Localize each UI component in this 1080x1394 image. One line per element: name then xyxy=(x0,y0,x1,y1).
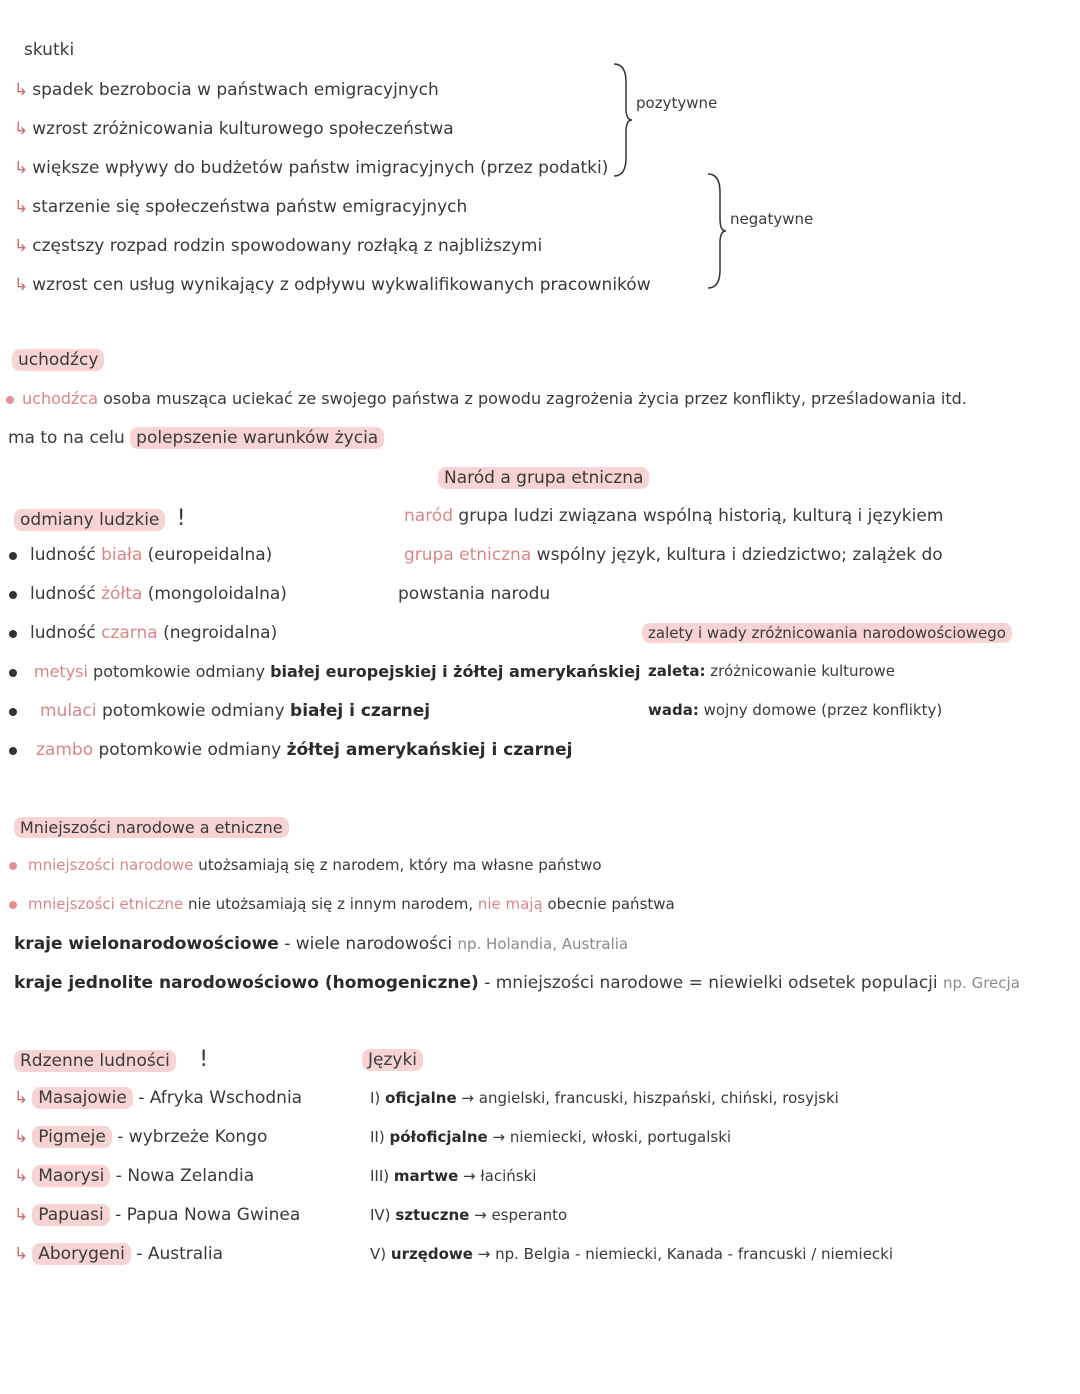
list-item: zambo potomkowie odmiany żółtej amerykańskiej i czarnej xyxy=(36,740,573,760)
list-item: ↳ wzrost cen usług wynikający z odpływu wykwalifikowanych pracowników xyxy=(14,275,651,295)
arrow-icon: → xyxy=(461,1089,474,1107)
ethnic-group-definition: grupa etniczna wspólny język, kultura i dziedzictwo; zalążek do xyxy=(404,545,943,565)
effects-title: skutki xyxy=(24,40,75,60)
list-item: ↳ Papuasi - Papua Nowa Gwinea xyxy=(14,1205,301,1225)
list-item: ↳ Masajowie - Afryka Wschodnia xyxy=(14,1088,303,1108)
languages-title: Języki xyxy=(362,1049,423,1071)
list-item: ↳ Pigmeje - wybrzeże Kongo xyxy=(14,1127,268,1147)
arrow-icon: ↳ xyxy=(14,1088,29,1108)
pro-text: zaleta: zróżnicowanie kulturowe xyxy=(648,662,896,680)
varieties-header: odmiany ludzkie ! xyxy=(14,506,186,531)
arrow-icon: ↳ xyxy=(14,1127,29,1147)
bullet-icon xyxy=(9,901,17,909)
arrow-icon: ↳ xyxy=(14,1244,29,1264)
arrow-icon: ↳ xyxy=(14,158,29,178)
positive-brace-icon xyxy=(612,62,632,178)
bullet-icon xyxy=(9,669,17,677)
arrow-icon: ↳ xyxy=(14,80,29,100)
list-item: ↳ większe wpływy do budżetów państw imigracyjnych (przez podatki) xyxy=(14,158,609,178)
arrow-icon: → xyxy=(492,1128,506,1146)
arrow-icon: → xyxy=(474,1206,487,1224)
bullet-icon xyxy=(9,591,17,599)
list-item: IV) sztuczne → esperanto xyxy=(370,1206,568,1224)
list-item: ↳ Maorysi - Nowa Zelandia xyxy=(14,1166,255,1186)
list-item: ludność biała (europeidalna) xyxy=(30,545,273,565)
list-item: metysi potomkowie odmiany białej europejskiej i żółtej amerykańskiej xyxy=(34,662,641,681)
bullet-icon xyxy=(6,396,14,404)
list-item: ludność żółta (mongoloidalna) xyxy=(30,584,287,604)
minorities-title: Mniejszości narodowe a etniczne xyxy=(14,817,289,838)
ethnic-minorities: mniejszości etniczne nie utożsamiają się z innym narodem, nie mają obecnie państwa xyxy=(28,895,675,913)
refugee-definition: uchodźca osoba musząca uciekać ze swojego państwa z powodu zagrożenia życia przez konflikty, prześladowania itd. xyxy=(22,389,967,408)
arrow-icon: ↳ xyxy=(14,1205,29,1225)
ethnic-group-definition-cont: powstania narodu xyxy=(398,584,551,604)
nation-definition: naród grupa ludzi związana wspólną historią, kulturą i językiem xyxy=(404,506,944,526)
list-item: ↳ starzenie się społeczeństwa państw emigracyjnych xyxy=(14,197,468,217)
con-text: wada: wojny domowe (przez konflikty) xyxy=(648,701,943,719)
list-item: ↳ Aborygeni - Australia xyxy=(14,1244,224,1264)
multinational-countries: kraje wielonarodowościowe - wiele narodowości np. Holandia, Australia xyxy=(14,934,629,954)
pros-cons-title: zalety i wady zróżnicowania narodowościowego xyxy=(642,623,1012,643)
list-item: I) oficjalne → angielski, francuski, hiszpański, chiński, rosyjski xyxy=(370,1089,839,1107)
list-item: ↳ wzrost zróżnicowania kulturowego społeczeństwa xyxy=(14,119,454,139)
arrow-icon: ↳ xyxy=(14,197,29,217)
refugee-goal: ma to na celu polepszenie warunków życia xyxy=(8,428,384,448)
list-item: mulaci potomkowie odmiany białej i czarnej xyxy=(40,701,431,721)
indigenous-header: Rdzenne ludności ! xyxy=(14,1047,208,1072)
refugees-title: uchodźcy xyxy=(12,349,104,371)
list-item: ↳ częstszy rozpad rodzin spowodowany rozłąką z najbliższymi xyxy=(14,236,543,256)
negative-brace-icon xyxy=(706,172,726,290)
negative-label: negatywne xyxy=(730,210,814,228)
homogeneous-countries: kraje jednolite narodowościowo (homogeniczne) - mniejszości narodowe = niewielki odsetek populacji np. Grecja xyxy=(14,973,1020,993)
list-item: V) urzędowe → np. Belgia - niemiecki, Kanada - francuski / niemiecki xyxy=(370,1245,894,1263)
positive-label: pozytywne xyxy=(636,94,718,112)
list-item: II) półoficjalne → niemiecki, włoski, portugalski xyxy=(370,1128,732,1146)
list-item: ↳ spadek bezrobocia w państwach emigracyjnych xyxy=(14,80,439,100)
bullet-icon xyxy=(9,747,17,755)
arrow-icon: ↳ xyxy=(14,236,29,256)
arrow-icon: → xyxy=(463,1167,476,1185)
arrow-icon: → xyxy=(477,1245,491,1263)
bullet-icon xyxy=(9,630,17,638)
arrow-icon: ↳ xyxy=(14,275,29,295)
nation-title: Naród a grupa etniczna xyxy=(438,467,649,489)
arrow-icon: ↳ xyxy=(14,119,29,139)
arrow-icon: ↳ xyxy=(14,1166,29,1186)
bullet-icon xyxy=(9,862,17,870)
bullet-icon xyxy=(9,552,17,560)
list-item: III) martwe → łaciński xyxy=(370,1167,537,1185)
national-minorities: mniejszości narodowe utożsamiają się z narodem, który ma własne państwo xyxy=(28,856,602,874)
list-item: ludność czarna (negroidalna) xyxy=(30,623,278,643)
bullet-icon xyxy=(9,708,17,716)
